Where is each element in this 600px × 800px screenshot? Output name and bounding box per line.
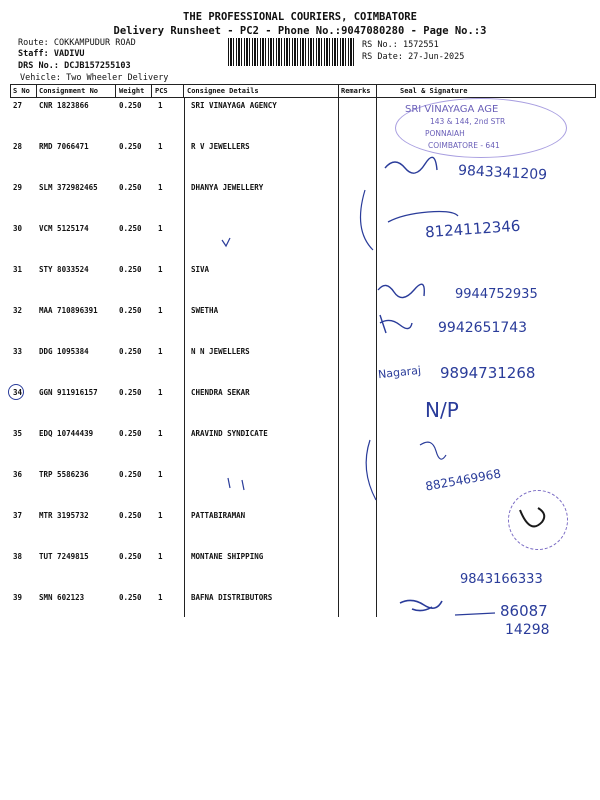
handwritten-number: 86087 <box>500 602 548 620</box>
row-weight: 0.250 <box>119 511 142 520</box>
stamp-line: COIMBATORE - 641 <box>428 141 500 150</box>
row-consignment: DDG 1095384 <box>39 347 89 356</box>
col-header-consignee: Consignee Details <box>187 87 259 95</box>
route-label: Route: <box>18 38 49 48</box>
handwritten-phone: 8825469968 <box>424 466 502 494</box>
row-consignment: GGN 911916157 <box>39 388 98 397</box>
row-weight: 0.250 <box>119 306 142 315</box>
row-pcs: 1 <box>158 347 163 356</box>
row-consignment: MTR 3195732 <box>39 511 89 520</box>
row-pcs: 1 <box>158 429 163 438</box>
row-pcs: 1 <box>158 265 163 274</box>
row-sno: 28 <box>13 142 23 151</box>
handwritten-number: 14298 <box>505 622 550 638</box>
row-consignment: SMN 602123 <box>39 593 85 602</box>
row-sno: 33 <box>13 347 23 356</box>
rs-no-label: RS No.: <box>362 40 398 50</box>
row-pcs: 1 <box>158 224 163 233</box>
row-sno: 29 <box>13 183 23 192</box>
row-consignment: MAA 710896391 <box>39 306 98 315</box>
row-pcs: 1 <box>158 552 163 561</box>
row-weight: 0.250 <box>119 429 142 438</box>
row-consignment: TRP 5586236 <box>39 470 89 479</box>
row-sno: 31 <box>13 265 23 274</box>
row-consignee: R V JEWELLERS <box>191 142 250 151</box>
row-pcs: 1 <box>158 142 163 151</box>
rs-date-label: RS Date: <box>362 52 403 62</box>
staff-label: Staff: <box>18 49 49 59</box>
row-weight: 0.250 <box>119 388 142 397</box>
route-value: COKKAMPUDUR ROAD <box>53 38 136 48</box>
vehicle-value: Two Wheeler Delivery <box>66 73 169 83</box>
handwritten-phone: 9843166333 <box>460 572 543 587</box>
row-sno: 36 <box>13 470 23 479</box>
row-sno: 30 <box>13 224 23 233</box>
staff-value: VADIVU <box>53 49 85 59</box>
row-consignment: TUT 7249815 <box>39 552 89 561</box>
row-consignee: DHANYA JEWELLERY <box>191 183 264 192</box>
handwritten-phone: 8124112346 <box>424 216 521 242</box>
row-pcs: 1 <box>158 388 163 397</box>
row-consignee: ARAVIND SYNDICATE <box>191 429 268 438</box>
vehicle-label: Vehicle: <box>20 73 61 83</box>
row-pcs: 1 <box>158 101 163 110</box>
row-pcs: 1 <box>158 306 163 315</box>
row-weight: 0.250 <box>119 470 142 479</box>
row-sno: 37 <box>13 511 23 520</box>
row-consignment: SLM 372982465 <box>39 183 98 192</box>
row-sno: 27 <box>13 101 23 110</box>
row-weight: 0.250 <box>119 142 142 151</box>
col-header-pcs: PCS <box>155 87 168 95</box>
row-weight: 0.250 <box>119 265 142 274</box>
row-pcs: 1 <box>158 511 163 520</box>
rs-no-value: 1572551 <box>402 40 439 50</box>
row-sno: 32 <box>13 306 23 315</box>
row-consignee: SWETHA <box>191 306 219 315</box>
handwritten-phone: 9843341209 <box>457 162 548 184</box>
row-weight: 0.250 <box>119 552 142 561</box>
col-header-sno: S No <box>13 87 30 95</box>
row-weight: 0.250 <box>119 593 142 602</box>
row-consignee: SRI VINAYAGA AGENCY <box>191 101 277 110</box>
col-header-consignment: Consignment No <box>39 87 99 95</box>
row-weight: 0.250 <box>119 347 142 356</box>
handwritten-phone: 9944752935 <box>455 287 538 302</box>
row-sno: 34 <box>13 388 23 397</box>
row-consignment: EDQ 10744439 <box>39 429 94 438</box>
row-pcs: 1 <box>158 593 163 602</box>
handwritten-phone: 9942651743 <box>438 320 528 336</box>
stamp-line: PONNAIAH <box>425 129 465 138</box>
row-weight: 0.250 <box>119 224 142 233</box>
row-weight: 0.250 <box>119 101 142 110</box>
row-sno: 38 <box>13 552 23 561</box>
handwritten-note: N/P <box>425 398 459 422</box>
company-name: THE PROFESSIONAL COURIERS, COIMBATORE <box>183 11 417 23</box>
row-weight: 0.250 <box>119 183 142 192</box>
row-consignment: CNR 1823866 <box>39 101 89 110</box>
row-pcs: 1 <box>158 183 163 192</box>
runsheet-title: Delivery Runsheet - PC2 - Phone No.:9047080280 - Page No.:3 <box>113 25 487 37</box>
row-consignee: MONTANE SHIPPING <box>191 552 264 561</box>
row-consignment: STY 8033524 <box>39 265 89 274</box>
drs-label: DRS No.: <box>18 61 59 71</box>
row-consignee: CHENDRA SEKAR <box>191 388 250 397</box>
handwritten-name: Nagaraj <box>377 363 422 382</box>
handwritten-phone: 9894731268 <box>440 364 536 382</box>
drs-value: DCJB157255103 <box>64 61 131 71</box>
row-consignee: SIVA <box>191 265 210 274</box>
row-consignment: RMD 7066471 <box>39 142 89 151</box>
row-sno: 39 <box>13 593 23 602</box>
row-consignee: BAFNA DISTRIBUTORS <box>191 593 273 602</box>
stamp-line: 143 & 144, 2nd STR <box>430 117 506 126</box>
row-consignment: VCM 5125174 <box>39 224 89 233</box>
row-consignee: PATTABIRAMAN <box>191 511 246 520</box>
col-header-remarks: Remarks <box>341 87 371 95</box>
col-header-seal-signature: Seal & Signature <box>400 87 468 95</box>
stamp-line: SRI VINAYAGA AGE <box>405 104 499 115</box>
row-pcs: 1 <box>158 470 163 479</box>
col-header-weight: Weight <box>119 87 145 95</box>
rs-date-value: 27-Jun-2025 <box>408 52 465 62</box>
row-consignee: N N JEWELLERS <box>191 347 250 356</box>
row-sno: 35 <box>13 429 23 438</box>
